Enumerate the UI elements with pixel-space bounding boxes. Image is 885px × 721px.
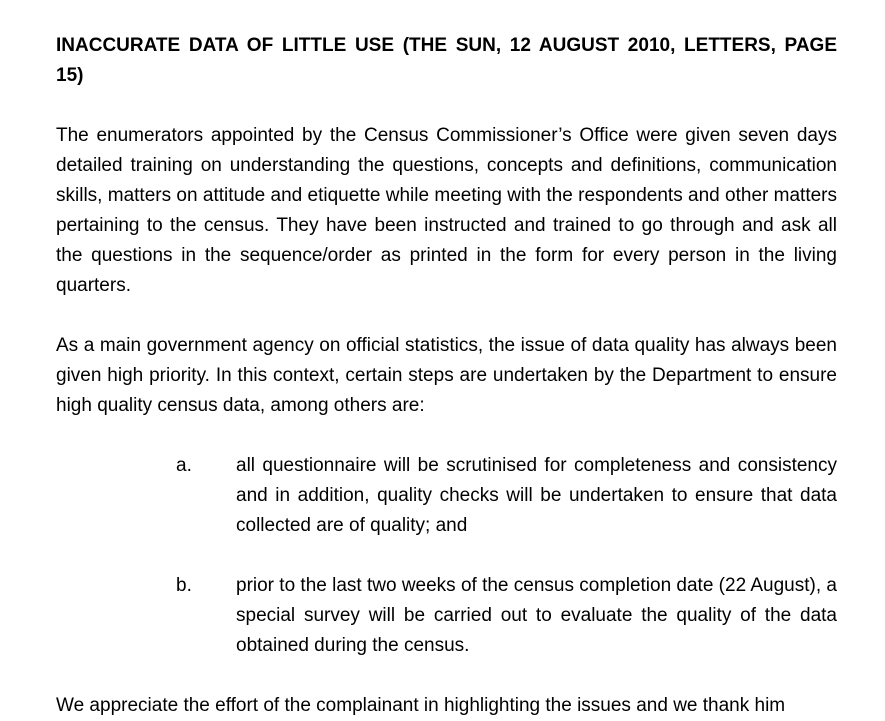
- paragraph-closing: We appreciate the effort of the complainant in highlighting the issues and we thank him: [56, 695, 786, 716]
- paragraph-data-quality: As a main government agency on official statistics, the issue of data quality has always been given high priority. In this context, certain steps are undertaken by the Department to ensure high quality census data, among others are:: [56, 335, 837, 416]
- list-marker: b.: [176, 575, 192, 596]
- list-item-text: prior to the last two weeks of the census completion date (22 August), a special survey will be carried out to evaluate the quality of the data obtained during the census.: [236, 575, 837, 656]
- document-page: [56, 31, 837, 721]
- document-title: INACCURATE DATA OF LITTLE USE (THE SUN, 12 AUGUST 2010, LETTERS, PAGE 15): [56, 35, 837, 86]
- list-item: [56, 571, 837, 661]
- list-item: [56, 451, 837, 541]
- list-item-text: all questionnaire will be scrutinised for completeness and consistency and in addition, quality checks will be undertaken to ensure that data collected are of quality; and: [236, 455, 837, 536]
- paragraph-enumerator-training: The enumerators appointed by the Census Commissioner’s Office were given seven days detailed training on understanding the questions, concepts and definitions, communication skills, matters on attitude and etiquette while meeting with the respondents and other matters pertaining to the census. They have been instructed and trained to go through and ask all the questions in the sequence/order as printed in the form for every person in the living quarters.: [56, 125, 837, 296]
- quality-steps-list: [56, 451, 837, 661]
- list-marker: a.: [176, 455, 192, 476]
